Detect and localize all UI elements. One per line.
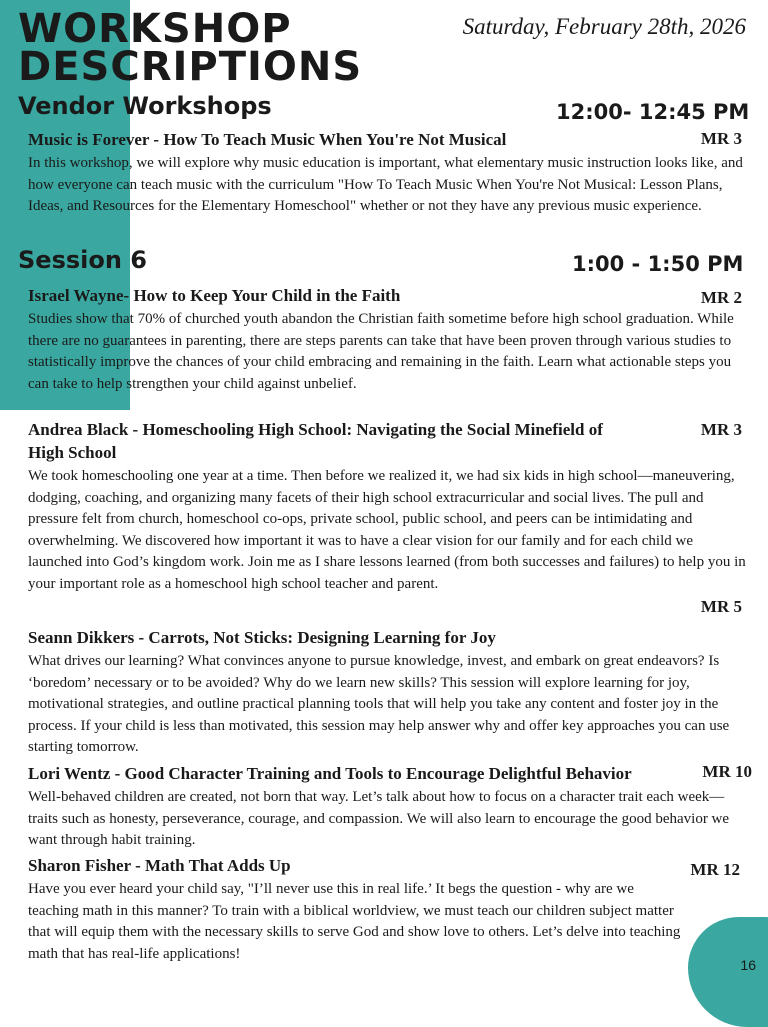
workshop-description: Have you ever heard your child say, "I’ll never use this in real life.’ It begs the question - why are we teaching math in this manner? To train with a biblical worldview, we must teach our children subject matter that will equip them with the necessary skills to serve God and show love to others. Let’s delve into teaching math that has real-life applications! [28, 881, 681, 962]
workshop-room: MR 2 [700, 288, 742, 307]
workshop-room: MR 3 [700, 129, 742, 148]
workshop-title: Andrea Black - Homeschooling High School: Navigating the Social Minefield of High School [28, 420, 603, 462]
section-time-vendor: 12:00- 12:45 PM [556, 100, 750, 124]
workshop-title: Music is Forever - How To Teach Music When You're Not Musical [28, 130, 507, 149]
workshop-item [28, 284, 748, 395]
workshop-room: MR 10 [702, 762, 752, 781]
workshop-item [28, 597, 748, 759]
decorative-corner-shape [688, 917, 768, 1027]
section-heading-vendor: Vendor Workshops [18, 92, 272, 120]
section-heading-session-6: Session 6 [18, 246, 147, 274]
workshop-description: What drives our learning? What convinces anyone to pursue knowledge, invest, and embark on great endeavors? Is ‘boredom’ necessary or to be avoided? Why do we learn new skills? This session will explore learning for joy, motivational strategies, and outline practical planning tools that will help you take any content and foster joy in the process. If your child is less than motivated, this session may help answer why and offer key approaches you can use starting tomorrow. [28, 653, 730, 755]
workshop-item [28, 762, 752, 852]
workshop-title: Lori Wentz - Good Character Training and Tools to Encourage Delightful Behavior [28, 764, 632, 783]
workshop-room: MR 12 [690, 860, 740, 879]
workshop-item [28, 128, 748, 218]
page-number: 16 [740, 957, 756, 973]
workshop-description: We took homeschooling one year at a time. Then before we realized it, we had six kids in high school—maneuvering, dodging, coaching, and organizing many facets of their high school extracurricular and social lives. The pull and pressure felt from church, homeschool co-ops, private school, public school, and peers can be intimidating and overwhelming. We discovered how important it was to have a clear vision for our family and for each child we launched into God’s kingdom work. Join me as I share lessons learned (from both successes and failures) to help you in your important role as a homeschool high school teacher and parent. [28, 468, 746, 592]
workshop-title: Israel Wayne- How to Keep Your Child in the Faith [28, 286, 401, 305]
event-date: Saturday, February 28th, 2026 [462, 14, 746, 39]
workshop-room: MR 5 [700, 597, 742, 616]
title-line-2: DESCRIPTIONS [18, 44, 363, 90]
section-time-session-6: 1:00 - 1:50 PM [572, 252, 744, 276]
title-line-1: WORKSHOP [18, 6, 292, 52]
workshop-description: Studies show that 70% of churched youth abandon the Christian faith sometime before high school graduation. While there are no guarantees in parenting, there are steps parents can take that have been proven through various studies to statistically improve the chances of your child embracing and remaining in the faith. Learn what actionable steps you can take to help strengthen your child against unbelief. [28, 311, 734, 392]
workshop-title: Seann Dikkers - Carrots, Not Sticks: Designing Learning for Joy [28, 628, 496, 647]
workshop-description: Well-behaved children are created, not born that way. Let’s talk about how to focus on a character trait each week—traits such as honesty, perseverance, courage, and compassion. We will also learn to encourage the good behavior we want through habit training. [28, 789, 730, 848]
workshop-description: In this workshop, we will explore why music education is important, what elementary music instruction looks like, and how everyone can teach music with the curriculum "How To Teach Music When You're Not Musical: Lesson Plans, Ideas, and Resources for the Elementary Homeschool" whether or not they have any previous music experience. [28, 155, 743, 214]
workshop-room: MR 3 [700, 420, 742, 439]
workshop-item [28, 418, 748, 595]
workshop-item [28, 854, 740, 965]
page-title [18, 6, 363, 90]
workshop-title: Sharon Fisher - Math That Adds Up [28, 856, 291, 875]
